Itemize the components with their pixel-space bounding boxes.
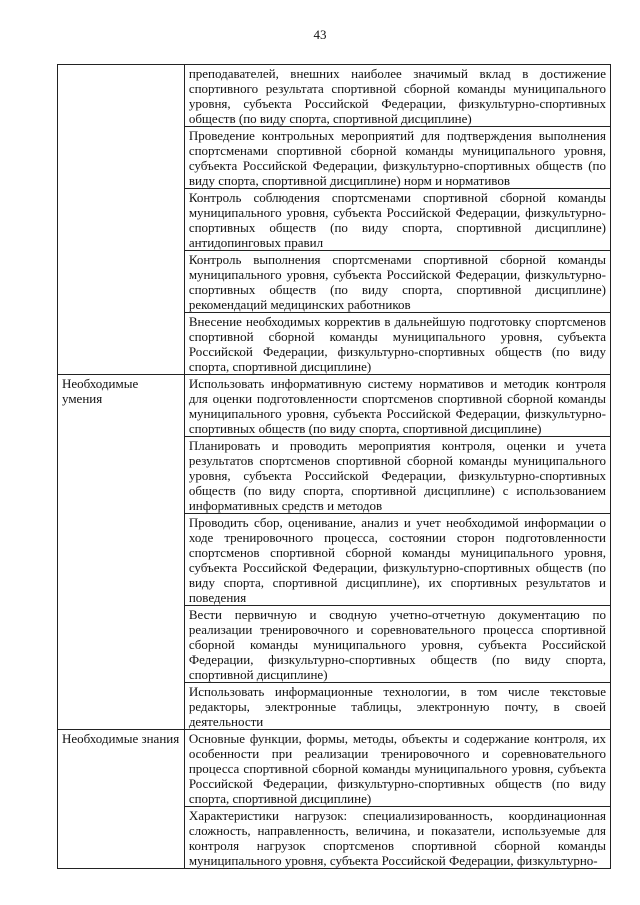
- table-row: [58, 730, 611, 807]
- table-cell: Контроль соблюдения спортсменами спортивной сборной команды муниципального уровня, субъекта Российской Федерации, физкультурно-спортивных обществ (по виду спорта, спортивной дисциплине) антидопинговых правил: [184, 189, 610, 251]
- table-row: [58, 65, 611, 127]
- table-cell: Вести первичную и сводную учетно-отчетную документацию по реализации тренировочного и соревновательного процесса спортивной сборной команды муниципального уровня, субъекта Российской Федерации, физкультурно-спортивных обществ (по виду спорта, спортивной дисциплине): [184, 606, 610, 683]
- section-label-knowledge: Необходимые знания: [58, 730, 185, 869]
- requirements-table: [57, 64, 611, 869]
- page-number: 43: [313, 27, 327, 42]
- table-cell: Проведение контрольных мероприятий для подтверждения выполнения спортсменами спортивной сборной команды муниципального уровня, субъекта Российской Федерации, физкультурно-спортивных обществ (по виду спорта, спортивной дисциплине) норм и нормативов: [184, 127, 610, 189]
- table-cell: преподавателей, внешних наиболее значимый вклад в достижение спортивного результата спортивной сборной команды муниципального уровня, субъекта Российской Федерации, физкультурно-спортивных обществ (по виду спорта, спортивной дисциплине): [184, 65, 610, 127]
- table-cell: Внесение необходимых корректив в дальнейшую подготовку спортсменов спортивной сборной команды муниципального уровня, субъекта Российской Федерации, физкультурно-спортивных обществ (по виду спорта, спортивной дисциплине): [184, 313, 610, 375]
- table-cell: Основные функции, формы, методы, объекты и содержание контроля, их особенности при реализации тренировочного и соревновательного процесса спортивной сборной команды муниципального уровня, субъекта Российской Федерации, физкультурно-спортивных обществ (по виду спорта, спортивной дисциплине): [184, 730, 610, 807]
- table-cell: Использовать информационные технологии, в том числе текстовые редакторы, электронные таблицы, электронную почту, в своей деятельности: [184, 683, 610, 730]
- table-row: [58, 375, 611, 437]
- table-cell: Контроль выполнения спортсменами спортивной сборной команды муниципального уровня, субъекта Российской Федерации, физкультурно-спортивных обществ (по виду спорта, спортивной дисциплине) рекомендаций медицинских работников: [184, 251, 610, 313]
- section-label-skills: Необходимые умения: [58, 375, 185, 730]
- table-cell: Проводить сбор, оценивание, анализ и учет необходимой информации о ходе тренировочного процесса, состоянии сторон подготовленности спортсменов спортивной сборной команды муниципального уровня, субъекта Российской Федерации, физкультурно-спортивных обществ (по виду спорта, спортивной дисциплине), их спортивных результатов и поведения: [184, 514, 610, 606]
- table-cell: Характеристики нагрузок: специализированность, координационная сложность, направленность, величина, и показатели, используемые для контроля нагрузок спортсменов спортивной сборной команды муниципального уровня, субъекта Российской Федерации, физкультурно-: [184, 807, 610, 869]
- section-label: [58, 65, 185, 375]
- table-cell: Планировать и проводить мероприятия контроля, оценки и учета результатов спортсменов спортивной сборной команды муниципального уровня, субъекта Российской Федерации, физкультурно-спортивных обществ (по виду спорта, спортивной дисциплине) с использованием информативных средств и методов: [184, 437, 610, 514]
- table-cell: Использовать информативную систему нормативов и методик контроля для оценки подготовленности спортсменов спортивной сборной команды муниципального уровня, субъекта Российской Федерации, физкультурно-спортивных обществ (по виду спорта, спортивной дисциплине): [184, 375, 610, 437]
